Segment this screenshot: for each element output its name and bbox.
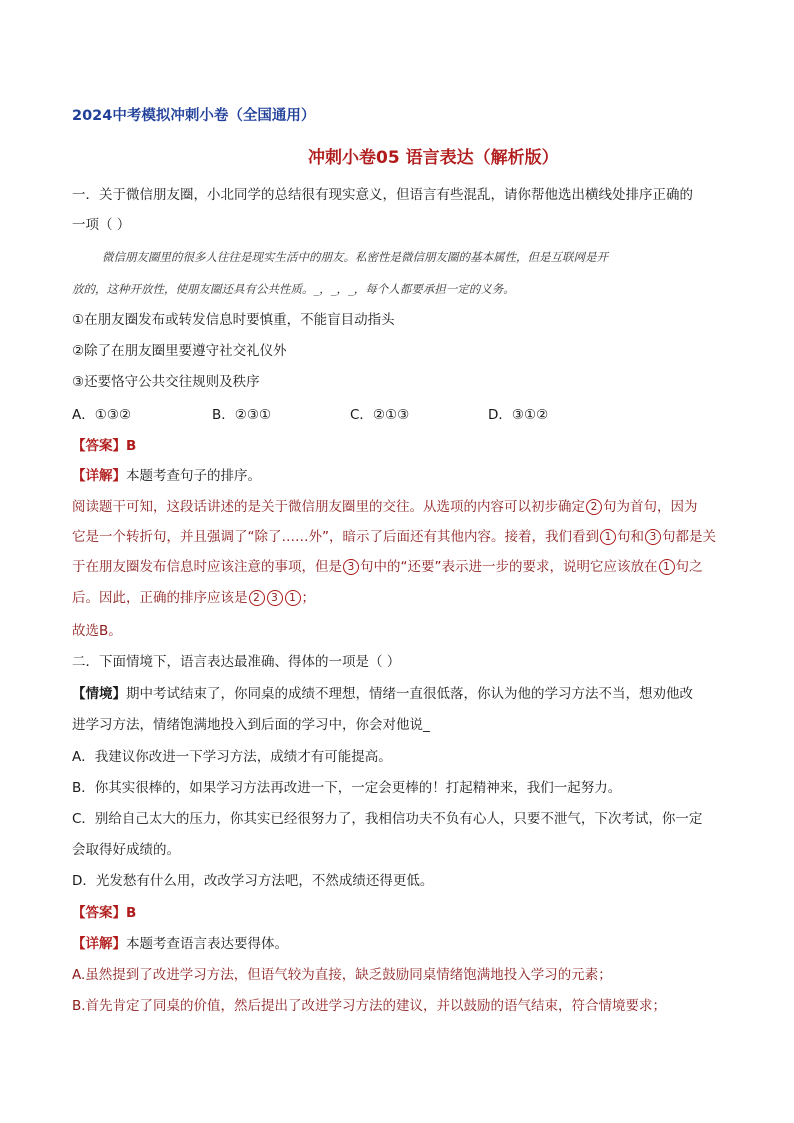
q1-item-3: ③还要恪守公共交往规则及秩序 [72,374,260,390]
analysis-text: 句为首句，因为 [603,499,698,515]
q2-analysis-b: B.首先肯定了同桌的价值，然后提出了改进学习方法的建议，并以鼓励的语气结束，符合情境要求； [72,998,667,1014]
q2-option-b: B．你其实很棒的，如果学习方法再改进一下，一定会更棒的！打起精神来，我们一起努力。 [72,780,622,796]
q1-stem-line1: 一．关于微信朋友圈，小北同学的总结很有现实意义，但语言有些混乱，请你帮他选出横线处排序正确的 [72,187,693,203]
q1-item-2: ②除了在朋友圈里要遵守社交礼仪外 [72,343,287,359]
q1-stem-line2: 一项（ ） [72,217,131,233]
q1-analysis-line3 [72,557,703,577]
analysis-text: 后。因此，正确的排序应该是 [72,590,248,606]
q1-option-b: B．②③① [212,407,272,423]
q1-analysis-line4 [72,588,315,608]
answer-label: 【答案】 [72,905,126,921]
q1-answer [72,436,136,456]
q2-answer [72,903,136,923]
q1-detail [72,466,261,486]
q1-analysis-line1 [72,497,698,517]
q1-passage-line1: 微信朋友圈里的很多人往往是现实生活中的朋友。私密性是微信朋友圈的基本属性，但是互联网是开 [102,250,608,264]
analysis-text: 它是一个转折句，并且强调了“除了……外”，暗示了后面还有其他内容。接着，我们看到 [72,529,599,545]
analysis-text: 句中的“还要”表示进一步的要求，说明它应该放在 [360,559,658,575]
q1-option-d: D．③①② [488,407,549,423]
circled-number-3: 3 [267,590,283,606]
circled-number-3: 3 [645,529,661,545]
circled-number-1: 1 [285,590,301,606]
q1-option-a: A．①③② [72,407,132,423]
analysis-text: 阅读题干可知，这段话讲述的是关于微信朋友圈里的交往。从选项的内容可以初步确定 [72,499,585,515]
q2-option-c-line1: C．别给自己太大的压力，你其实已经很努力了，我相信功夫不负有心人，只要不泄气，下次考试，你一定 [72,811,703,827]
q1-option-c: C．②①③ [350,407,410,423]
series-title: 2024中考模拟冲刺小卷（全国通用） [72,108,316,124]
q1-item-1: ①在朋友圈发布或转发信息时要慎重，不能盲目动指头 [72,312,395,328]
circled-number-3: 3 [343,559,359,575]
q2-scenario-line1 [72,684,693,704]
analysis-text: 句之 [675,559,703,575]
q2-detail [72,934,288,954]
answer-label: 【答案】 [72,438,126,454]
q1-analysis-line2 [72,527,716,547]
answer-value: B [126,438,137,454]
detail-label: 【详解】 [72,468,126,484]
scenario-label: 【情境】 [72,686,126,702]
analysis-text: 于在朋友圈发布信息时应该注意的事项，但是 [72,559,342,575]
circled-number-2: 2 [586,499,602,515]
circled-number-2: 2 [249,590,265,606]
q2-analysis-a: A.虽然提到了改进学习方法，但语气较为直接，缺乏鼓励同桌情绪饱满地投入学习的元素； [72,967,612,983]
circled-number-1: 1 [659,559,675,575]
detail-label: 【详解】 [72,936,126,952]
q2-stem: 二．下面情境下，语言表达最准确、得体的一项是（ ） [72,654,401,670]
document-title: 冲刺小卷05 语言表达（解析版） [308,148,559,168]
circled-number-1: 1 [600,529,616,545]
q2-option-a: A．我建议你改进一下学习方法，成绩才有可能提高。 [72,749,392,765]
analysis-text: 句和 [617,529,644,545]
analysis-text: 句都是关 [662,529,716,545]
q2-scenario-line2: 进学习方法，情绪饱满地投入到后面的学习中，你会对他说_ [72,717,430,733]
detail-text: 本题考查语言表达要得体。 [126,936,288,952]
q1-conclusion: 故选B。 [72,623,122,639]
analysis-text: ； [301,590,315,606]
scenario-text: 期中考试结束了，你同桌的成绩不理想，情绪一直很低落，你认为他的学习方法不当，想劝他改 [126,686,693,702]
q1-passage-line2: 放的，这种开放性，使朋友圈还具有公共性质。_，_，_，每个人都要承担一定的义务。 [72,282,515,296]
q2-option-d: D．光发愁有什么用，改改学习方法吧，不然成绩还得更低。 [72,873,434,889]
answer-value: B [126,905,137,921]
detail-text: 本题考查句子的排序。 [126,468,261,484]
q2-option-c-line2: 会取得好成绩的。 [72,842,180,858]
